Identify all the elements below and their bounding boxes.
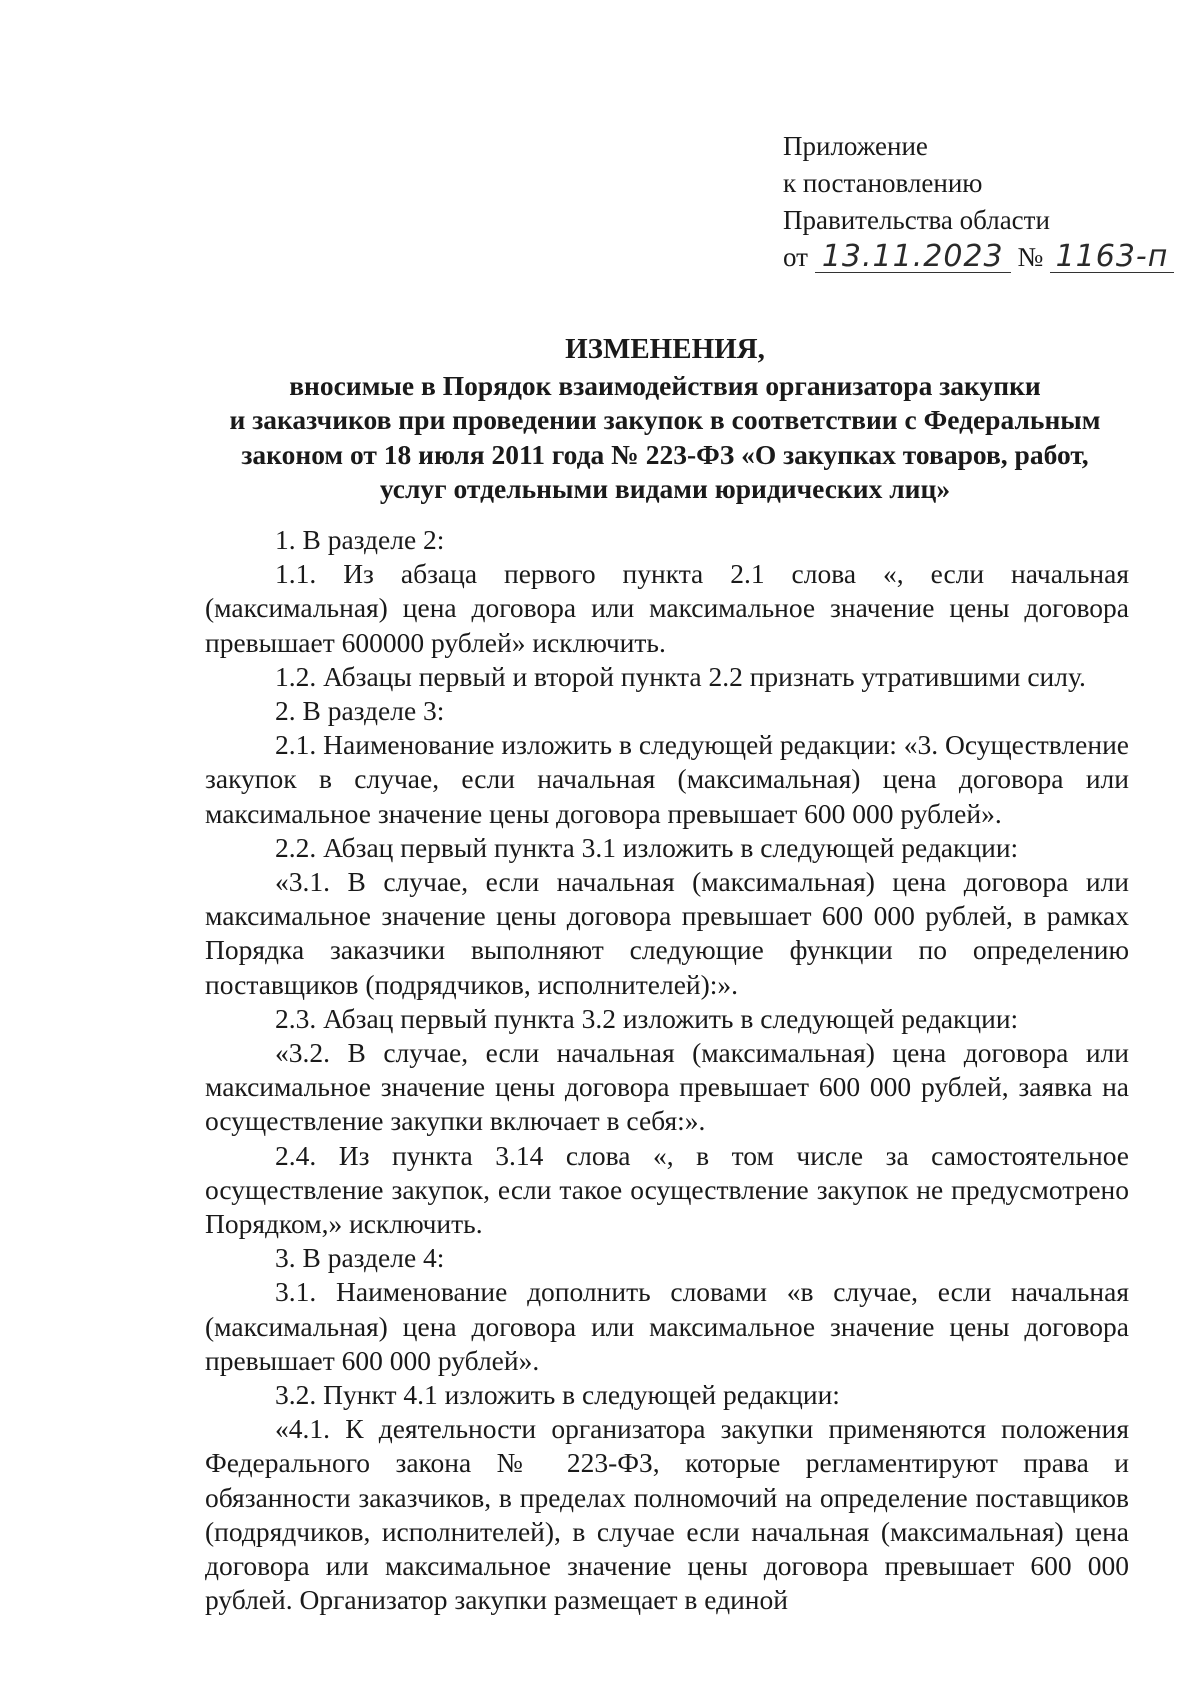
paragraph: 1.1. Из абзаца первого пункта 2.1 слова «, если начальная (максимальная) цена договора или максимальное значение цены договора превышает 600000 рублей» исключить. (205, 558, 1129, 658)
title-line: законом от 18 июля 2011 года № 223-ФЗ «О закупках товаров, работ, (241, 438, 1089, 470)
number-handwritten: 1163-п (1050, 242, 1174, 273)
document-body (205, 523, 1129, 1618)
paragraph: 1.2. Абзацы первый и второй пункта 2.2 признать утратившими силу. (275, 660, 1086, 692)
paragraph: 2.1. Наименование изложить в следующей редакции: «3. Осуществление закупок в случае, если начальная (максимальная) цена договора или максимальное значение цены договора превышает 600 000 рублей». (205, 729, 1129, 829)
paragraph: «3.1. В случае, если начальная (максимальная) цена договора или максимальное значение цены договора превышает 600 000 рублей, в рамках Порядка заказчики выполняют следующие функции по определению поставщиков (подрядчиков, исполнителей):». (205, 866, 1129, 1000)
paragraph: «3.2. В случае, если начальная (максимальная) цена договора или максимальное значение цены договора превышает 600 000 рублей, заявка на осуществление закупки включает в себя:». (205, 1037, 1129, 1137)
appendix-line-2: к постановлению (783, 168, 983, 198)
date-handwritten: 13.11.2023 (815, 242, 1011, 273)
title-line: и заказчиков при проведении закупок в соответствии с Федеральным (229, 404, 1101, 435)
date-prefix: от (783, 242, 808, 272)
document-title (200, 332, 1130, 507)
paragraph: «4.1. К деятельности организатора закупки применяются положения Федерального закона № 223-ФЗ, которые регламентируют права и обязанности заказчиков, в пределах полномочий на определение поставщиков (подрядчиков, исполнителей), в случае если начальная (максимальная) цена договора или максимальное значение цены договора превышает 600 000 рублей. Организатор закупки размещает в единой (205, 1413, 1129, 1616)
appendix-block (783, 128, 1174, 276)
paragraph: 2.4. Из пункта 3.14 слова «, в том числе за самостоятельное осуществление закупок, если такое осуществление закупок не предусмотрено Порядком,» исключить. (205, 1139, 1129, 1240)
paragraph: 2.3. Абзац первый пункта 3.2 изложить в следующей редакции: (275, 1002, 1019, 1034)
paragraph: 1. В разделе 2: (275, 524, 445, 555)
title-heading: ИЗМЕНЕНИЯ, (565, 333, 765, 365)
title-line: услуг отдельными видами юридических лиц» (379, 473, 951, 504)
title-line: вносимые в Порядок взаимодействия организатора закупки (289, 369, 1041, 401)
appendix-date-line (783, 239, 1174, 276)
appendix-line-3: Правительства области (783, 205, 1050, 235)
paragraph: 3.2. Пункт 4.1 изложить в следующей редакции: (275, 1379, 840, 1411)
number-sign: № (1017, 242, 1044, 272)
appendix-line-1: Приложение (783, 131, 928, 161)
paragraph: 2. В разделе 3: (275, 695, 445, 727)
paragraph: 3.1. Наименование дополнить словами «в случае, если начальная (максимальная) цена договора или максимальное значение цены договора превышает 600 000 рублей». (205, 1276, 1129, 1376)
paragraph: 2.2. Абзац первый пункта 3.1 изложить в следующей редакции: (275, 831, 1019, 863)
paragraph: 3. В разделе 4: (275, 1242, 445, 1274)
